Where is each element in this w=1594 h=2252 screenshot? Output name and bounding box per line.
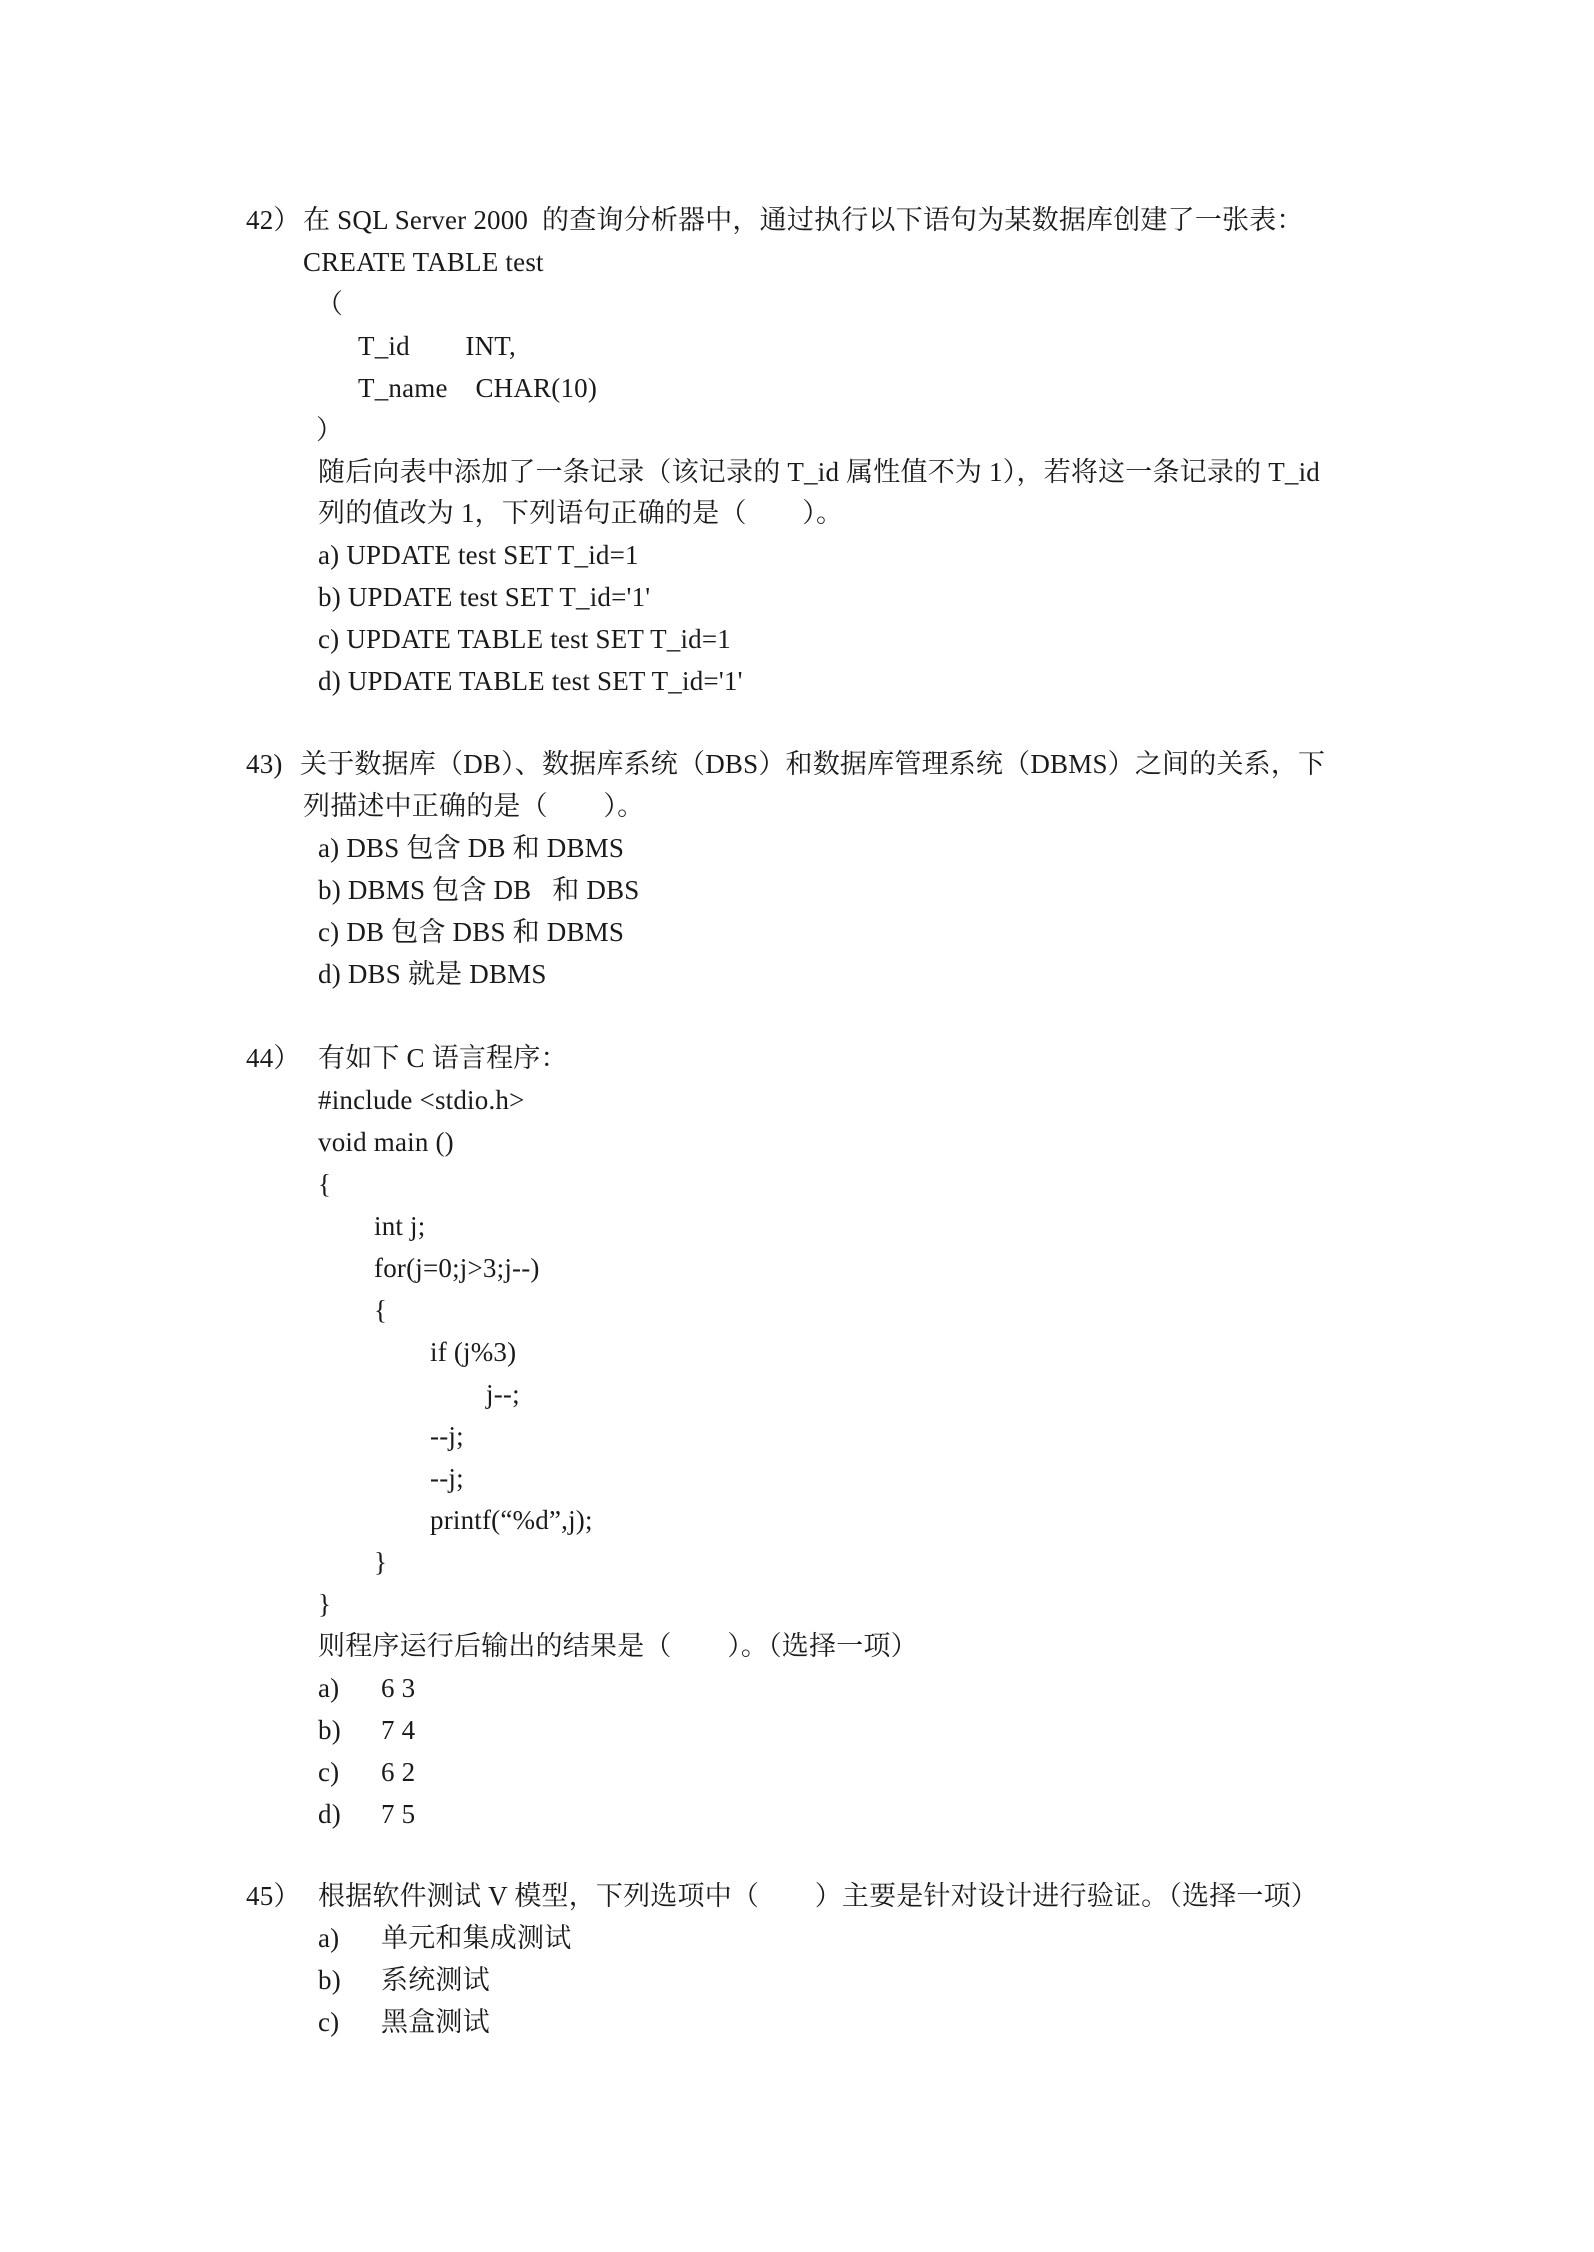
code-line: --j;	[430, 1463, 464, 1493]
code-line: #include <stdio.h>	[318, 1085, 525, 1115]
question-number: 44）	[246, 1043, 301, 1073]
option-d-text: 7 5	[381, 1799, 416, 1829]
option-d-letter: d)	[318, 1799, 341, 1829]
option-a-text: 单元和集成测试	[381, 1923, 572, 1953]
code-line: if (j%3)	[430, 1337, 517, 1367]
code-line: CREATE TABLE test	[303, 247, 544, 277]
question-stem: 根据软件测试 V 模型，下列选项中（ ）主要是针对设计进行验证。（选择一项）	[318, 1881, 1319, 1911]
option-c: c) DB 包含 DBS 和 DBMS	[318, 917, 625, 947]
code-line: （	[316, 289, 344, 319]
option-b-text: 系统测试	[381, 1965, 490, 1995]
option-c-text: 黑盒测试	[381, 2007, 490, 2037]
question-stem: 列描述中正确的是（ ）。	[303, 791, 645, 821]
question-stem: 关于数据库（DB）、数据库系统（DBS）和数据库管理系统（DBMS）之间的关系，下	[300, 749, 1326, 779]
code-line: void main ()	[318, 1127, 454, 1157]
code-line: T_id INT,	[358, 331, 516, 361]
code-line: printf(“%d”,j);	[430, 1505, 593, 1535]
question-stem: 列的值改为 1，下列语句正确的是（ ）。	[318, 498, 844, 528]
question-number: 43)	[246, 749, 283, 779]
option-b-letter: b)	[318, 1715, 341, 1745]
option-c-letter: c)	[318, 1757, 340, 1787]
option-a: a) UPDATE test SET T_id=1	[318, 540, 639, 570]
code-line: --j;	[430, 1421, 464, 1451]
option-d: d) UPDATE TABLE test SET T_id='1'	[318, 666, 743, 696]
option-c-text: 6 2	[381, 1757, 416, 1787]
option-a-text: 6 3	[381, 1673, 416, 1703]
code-line: T_name CHAR(10)	[358, 373, 598, 403]
option-b-text: 7 4	[381, 1715, 416, 1745]
code-line: j--;	[486, 1379, 520, 1409]
code-line: {	[318, 1169, 332, 1199]
code-line: ）	[316, 415, 344, 445]
code-line: }	[318, 1589, 332, 1619]
option-a-letter: a)	[318, 1673, 340, 1703]
question-number: 45）	[246, 1881, 301, 1911]
code-line: int j;	[374, 1211, 426, 1241]
option-c-letter: c)	[318, 2007, 340, 2037]
option-a-letter: a)	[318, 1923, 340, 1953]
question-stem: 在 SQL Server 2000 的查询分析器中，通过执行以下语句为某数据库创建了一张表：	[303, 205, 1304, 235]
code-line: }	[374, 1547, 388, 1577]
option-c: c) UPDATE TABLE test SET T_id=1	[318, 624, 732, 654]
option-b: b) DBMS 包含 DB 和 DBS	[318, 875, 640, 905]
option-d: d) DBS 就是 DBMS	[318, 959, 547, 989]
code-line: {	[374, 1295, 388, 1325]
option-b: b) UPDATE test SET T_id='1'	[318, 582, 651, 612]
question-number: 42）	[246, 205, 301, 235]
option-b-letter: b)	[318, 1965, 341, 1995]
question-stem: 则程序运行后输出的结果是（ ）。（选择一项）	[318, 1631, 918, 1661]
question-stem: 有如下 C 语言程序：	[318, 1043, 568, 1073]
question-stem: 随后向表中添加了一条记录（该记录的 T_id 属性值不为 1），若将这一条记录的 T_id	[318, 457, 1320, 487]
code-line: for(j=0;j>3;j--)	[374, 1253, 540, 1283]
option-a: a) DBS 包含 DB 和 DBMS	[318, 833, 625, 863]
